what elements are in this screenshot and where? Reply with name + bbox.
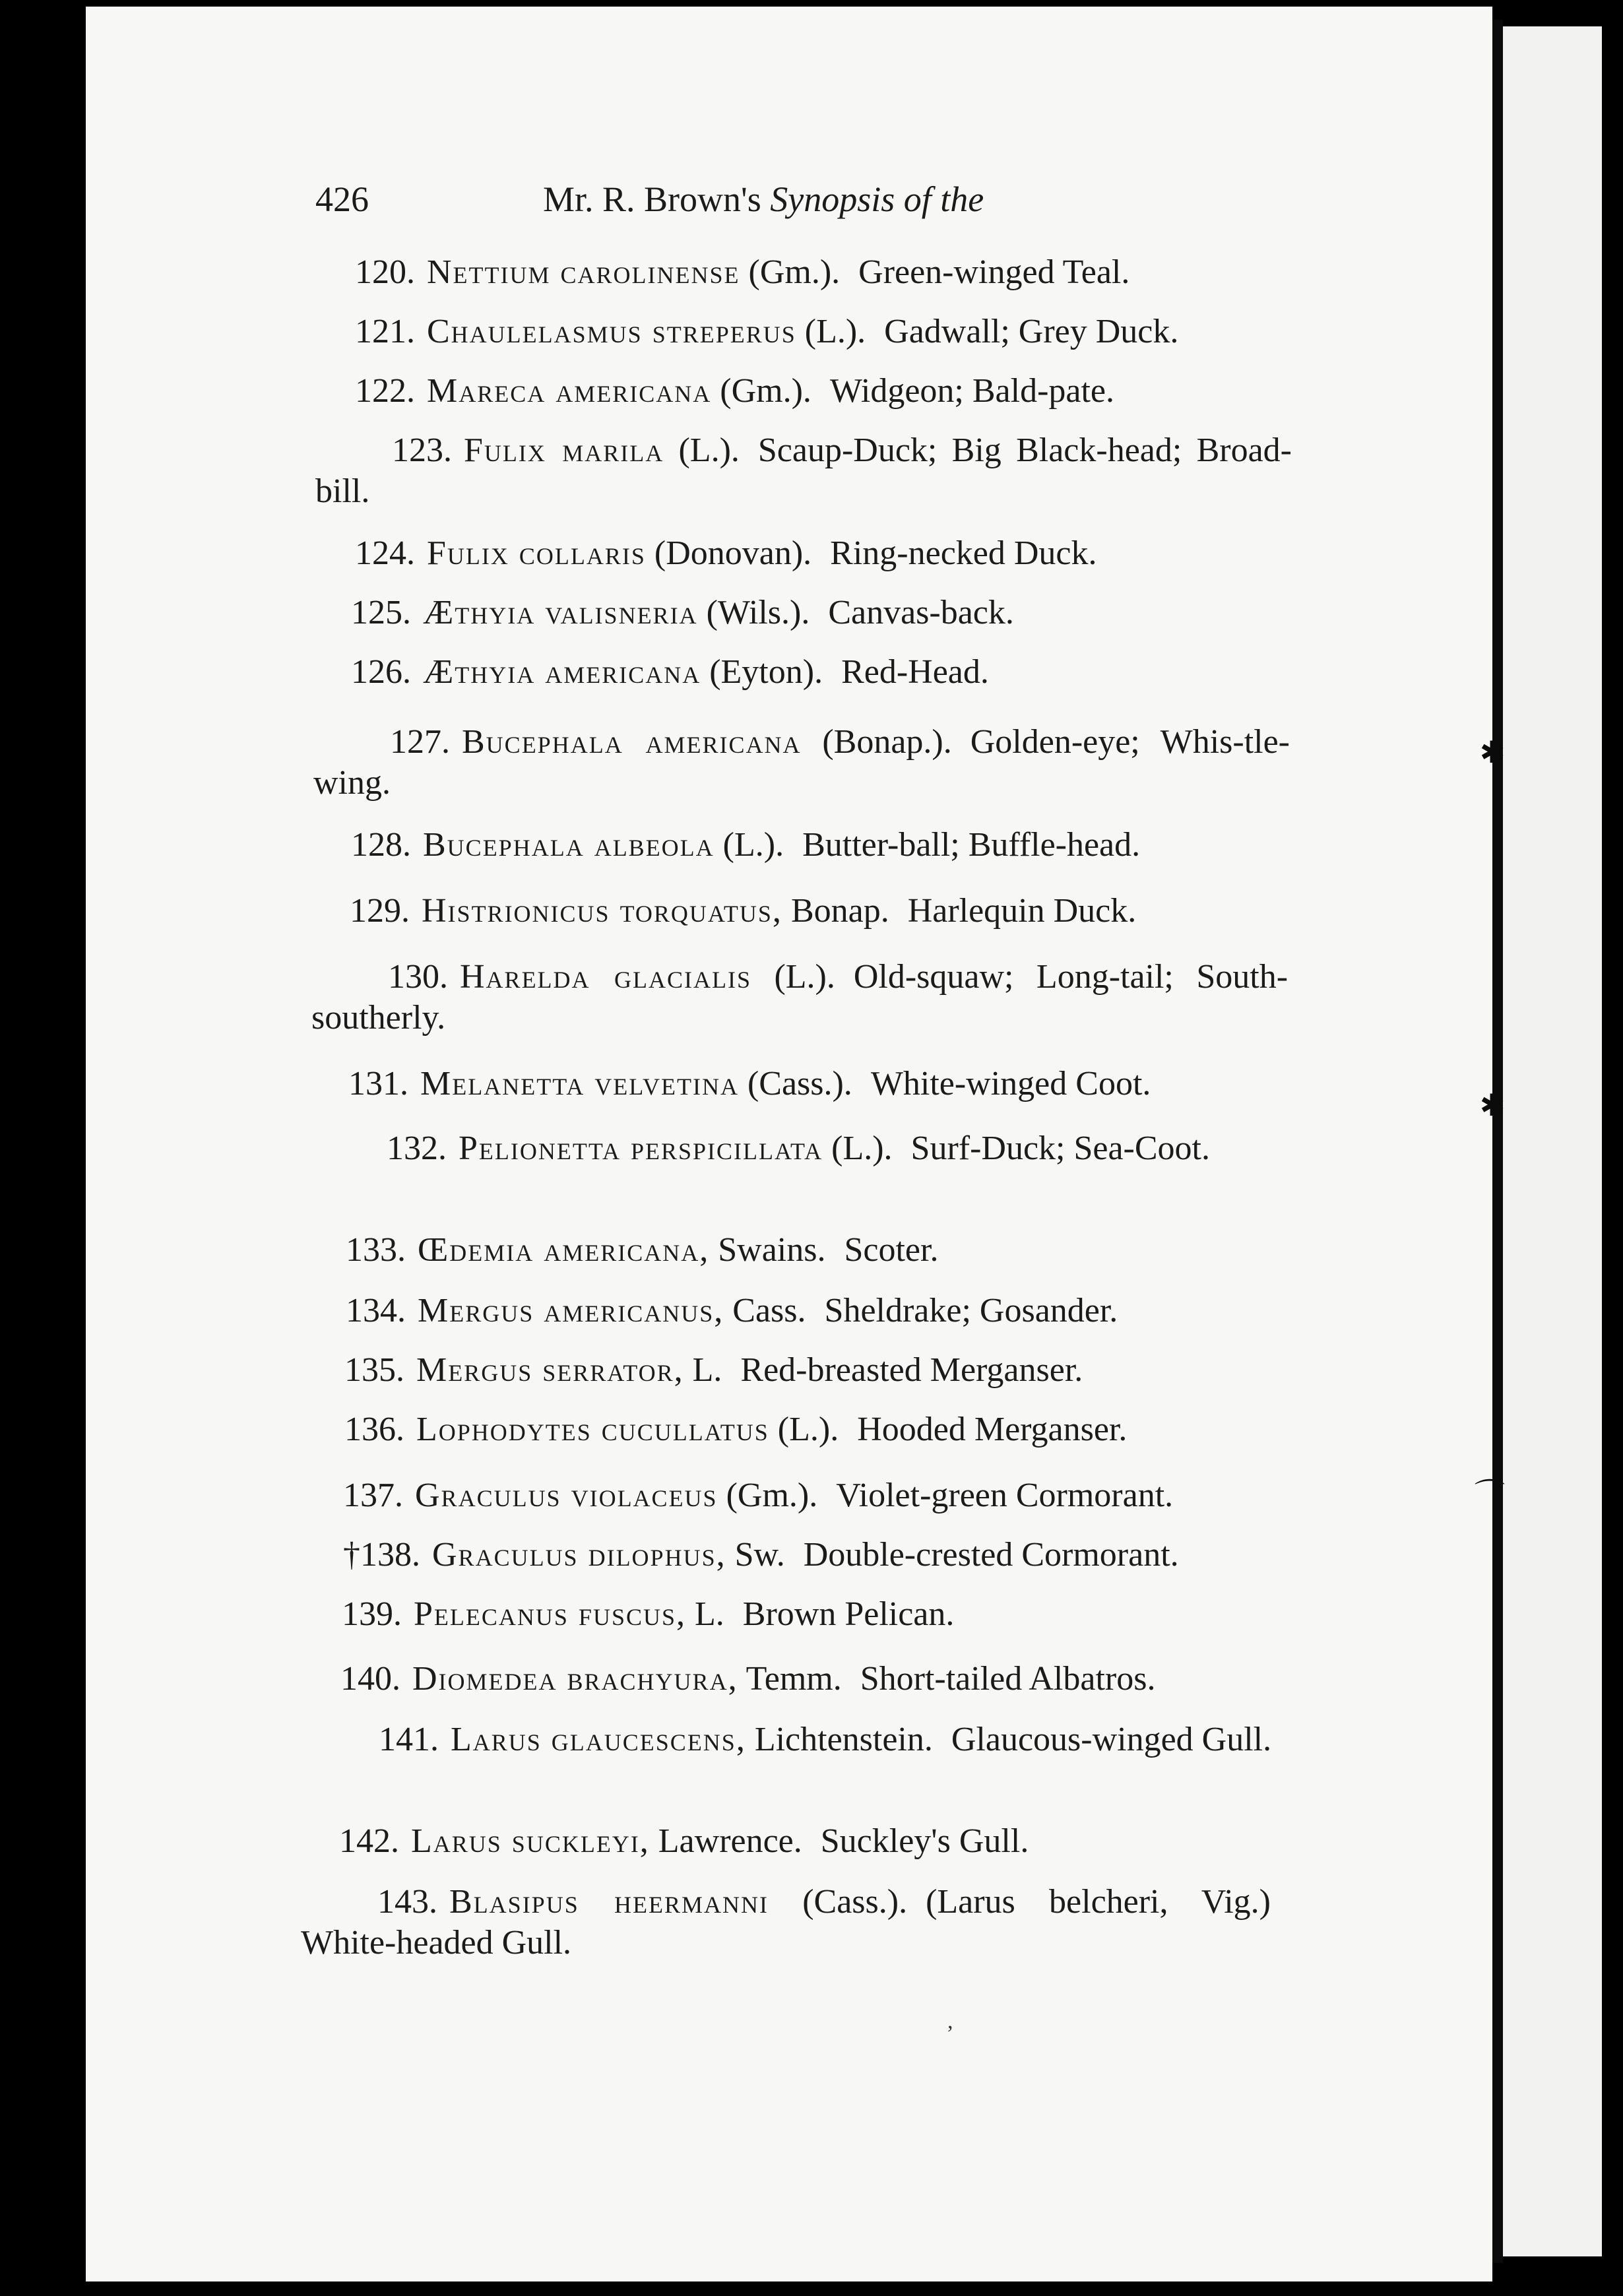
list-item: 139. Pelecanus fuscus, L. Brown Pelican. xyxy=(342,1595,955,1633)
binding-thread-mark: ✱ xyxy=(1479,1087,1506,1123)
list-item: 132. Pelionetta perspicillata (L.). Surf-Duck; Sea-Coot. xyxy=(387,1130,1211,1167)
page-number: 426 xyxy=(315,179,369,219)
list-item: 141. Larus glaucescens, Lichtenstein. Glaucous-winged Gull. xyxy=(379,1721,1272,1758)
list-item: 126. Æthyia americana (Eyton). Red-Head. xyxy=(351,653,989,691)
ink-speck: , xyxy=(947,2009,953,2033)
list-item: 140. Diomedea brachyura, Temm. Short-tailed Albatros. xyxy=(340,1660,1156,1698)
list-item: 127. Bucephala americana (Bonap.). Golden-eye; Whis-tle-wing. xyxy=(313,723,1290,802)
list-item: 122. Mareca americana (Gm.). Widgeon; Bald-pate. xyxy=(355,372,1114,410)
facing-page-edge xyxy=(1503,26,1602,2256)
list-item: 124. Fulix collaris (Donovan). Ring-necked Duck. xyxy=(355,534,1097,572)
binding-thread-mark: ✱ xyxy=(1479,734,1506,770)
list-item: 129. Histrionicus torquatus, Bonap. Harlequin Duck. xyxy=(350,892,1137,930)
list-item: 130. Harelda glacialis (L.). Old-squaw; Long-tail; South-southerly. xyxy=(311,958,1289,1036)
binding-thread-mark: ⌒ xyxy=(1475,1477,1505,1512)
list-item: 123. Fulix marila (L.). Scaup-Duck; Big Black-head; Broad-bill. xyxy=(315,431,1292,510)
list-item: †138. Graculus dilophus, Sw. Double-crested Cormorant. xyxy=(343,1536,1179,1574)
list-item: 136. Lophodytes cucullatus (L.). Hooded Merganser. xyxy=(344,1411,1128,1448)
list-item: 128. Bucephala albeola (L.). Butter-ball; Buffle-head. xyxy=(351,826,1141,864)
list-item: 135. Mergus serrator, L. Red-breasted Merganser. xyxy=(344,1351,1083,1389)
list-item: 121. Chaulelasmus streperus (L.). Gadwall; Grey Duck. xyxy=(355,313,1179,350)
list-item: 143. Blasipus heermanni (Cass.). (Larus belcheri, Vig.) White-headed Gull. xyxy=(301,1883,1271,1961)
list-item: 133. Œdemia americana, Swains. Scoter. xyxy=(346,1231,939,1269)
list-item: 134. Mergus americanus, Cass. Sheldrake; Gosander. xyxy=(346,1292,1118,1329)
list-item: 131. Melanetta velvetina (Cass.). White-winged Coot. xyxy=(348,1065,1151,1102)
list-item: 137. Graculus violaceus (Gm.). Violet-green Cormorant. xyxy=(343,1477,1174,1514)
running-title: Mr. R. Brown's Synopsis of the xyxy=(543,179,984,219)
list-item: 142. Larus suckleyi, Lawrence. Suckley's Gull. xyxy=(339,1822,1029,1860)
running-header xyxy=(315,173,1371,226)
list-item: 120. Nettium carolinense (Gm.). Green-winged Teal. xyxy=(355,253,1130,291)
list-item: 125. Æthyia valisneria (Wils.). Canvas-back. xyxy=(351,594,1014,631)
page-gutter xyxy=(1492,20,1503,2263)
